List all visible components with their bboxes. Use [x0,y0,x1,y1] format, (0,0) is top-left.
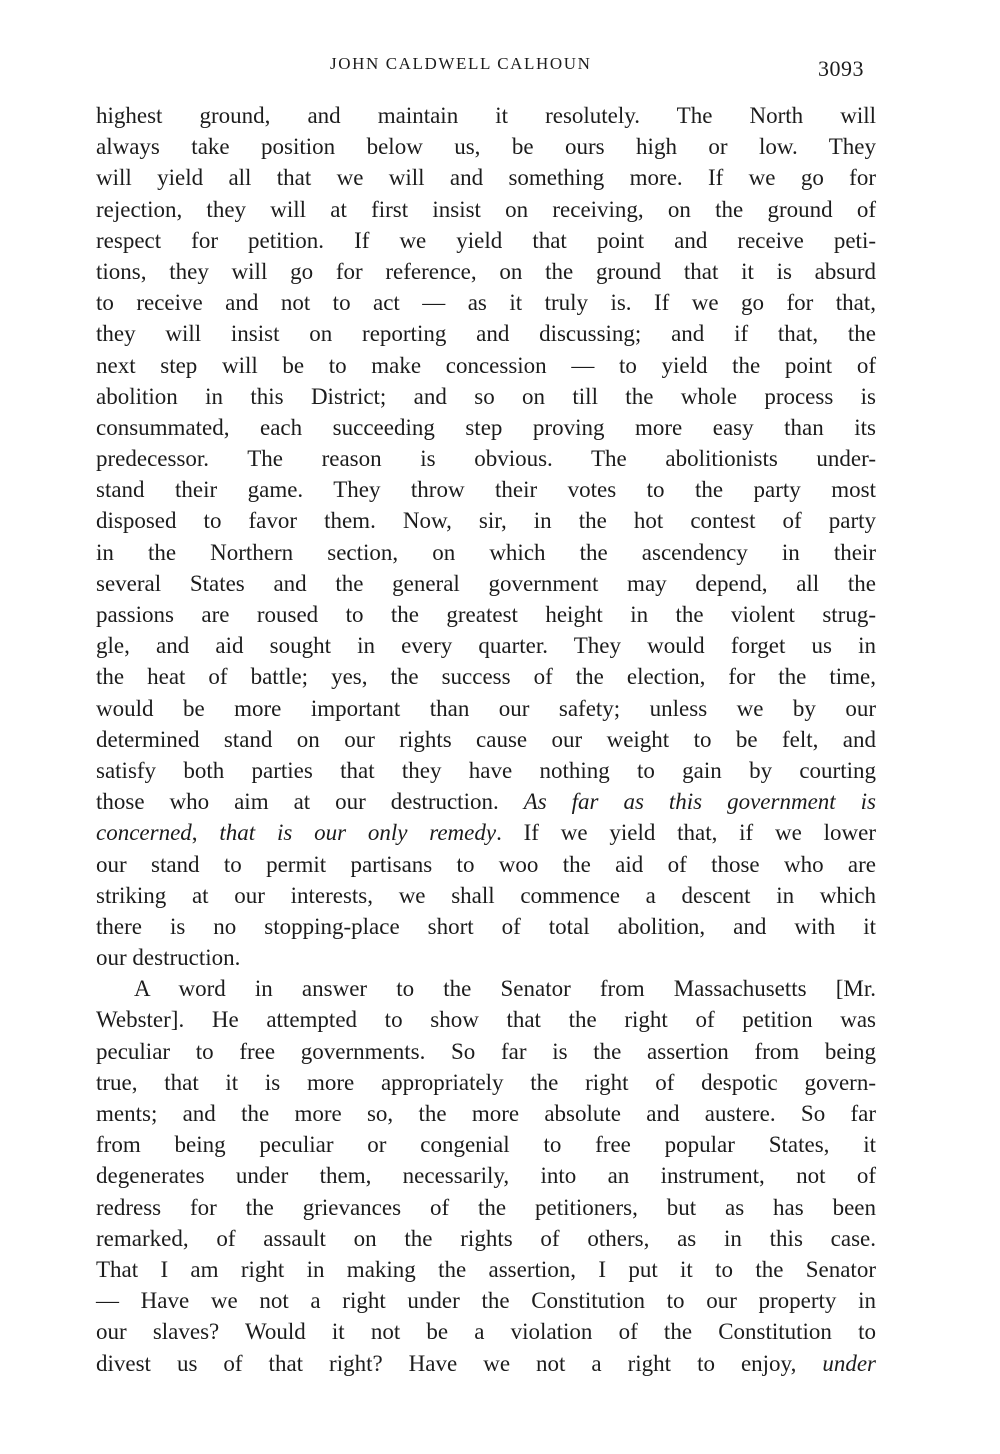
text-line [96,1223,876,1254]
text-segment: several States and the general government may depend, all the [96,570,876,596]
text-segment: will yield all that we will and something more. If we go for [96,165,876,191]
text-line [96,1160,876,1191]
text-segment: would be more important than our safety; unless we by our [96,695,876,721]
text-line [96,724,876,755]
text-line [96,1316,876,1347]
text-segment: peculiar to free governments. So far is the assertion from being [96,1038,876,1064]
text-segment: divest us of that right? Have we not a right to enjoy, [96,1350,823,1376]
text-line [96,162,876,193]
text-line [96,755,876,786]
text-line [96,693,876,724]
text-line [96,256,876,287]
text-segment: stand their game. They throw their votes to the party most [96,477,876,503]
text-line [96,443,876,474]
text-segment: in the Northern section, on which the ascendency in their [96,539,876,565]
text-line [96,1254,876,1285]
text-segment: striking at our interests, we shall commence a descent in which [96,882,876,908]
text-segment: remarked, of assault on the rights of others, as in this case. [96,1225,876,1251]
text-line [96,318,876,349]
text-segment: redress for the grievances of the petitioners, but as has been [96,1194,876,1220]
text-line [96,1285,876,1316]
text-line [96,849,876,880]
italic-text: concerned [96,820,192,846]
text-segment: . If we yield that, if we lower [496,820,876,846]
text-line [96,381,876,412]
text-line [96,911,876,942]
text-segment: A word in answer to the Senator from Massachusetts [Mr. [134,976,876,1002]
text-line [96,1067,876,1098]
text-segment: consummated, each succeeding step proving more easy than its [96,414,876,440]
text-segment: passions are roused to the greatest height in the violent strug- [96,602,876,627]
text-segment: highest ground, and maintain it resolutely. The North will [96,103,876,128]
text-segment: determined stand on our rights cause our weight to be felt, and [96,726,876,752]
text-segment: those who aim at our destruction. [96,789,524,815]
running-title: JOHN CALDWELL CALHOUN [330,54,592,73]
paragraph [96,100,876,973]
text-segment: , [191,820,220,846]
text-segment: our slaves? Would it not be a violation of the Constitution to [96,1319,876,1345]
text-segment: abolition in this District; and so on till the whole process is [96,383,876,409]
text-segment: true, that it is more appropriately the right of despotic govern- [96,1069,876,1095]
text-line [96,630,876,661]
body-text [96,100,876,1379]
text-line [96,350,876,381]
text-line [96,287,876,318]
text-line [96,568,876,599]
text-segment: from being peculiar or congenial to free popular States, it [96,1132,876,1158]
text-line [96,880,876,911]
text-line [96,1098,876,1129]
text-segment: ments; and the more so, the more absolute and austere. So far [96,1101,876,1126]
text-line [96,786,876,817]
text-line [96,505,876,536]
text-line [96,1004,876,1035]
text-segment: next step will be to make concession — to yield the point of [96,352,876,378]
text-segment: degenerates under them, necessarily, into an instrument, not of [96,1163,876,1189]
text-line [96,225,876,256]
text-line [96,661,876,692]
text-line [96,194,876,225]
text-segment: rejection, they will at first insist on receiving, on the ground of [96,196,876,222]
text-line [96,1348,876,1379]
text-segment: the heat of battle; yes, the success of the election, for the time, [96,664,876,690]
text-line [96,1129,876,1160]
page-number: 3093 [818,56,864,81]
text-segment: they will insist on reporting and discussing; and if that, the [96,321,876,347]
text-segment: there is no stopping-place short of total abolition, and with it [96,913,876,939]
text-line [96,817,876,848]
text-segment: gle, and aid sought in every quarter. They would forget us in [96,633,876,659]
text-line [96,131,876,162]
text-segment: our stand to permit partisans to woo the aid of those who are [96,851,876,877]
text-segment: respect for petition. If we yield that point and receive peti- [96,227,876,253]
text-segment: Webster]. He attempted to show that the right of petition was [96,1007,876,1033]
text-segment: satisfy both parties that they have nothing to gain by courting [96,757,876,783]
text-segment: disposed to favor them. Now, sir, in the hot contest of party [96,508,876,534]
text-line [96,474,876,505]
running-head [0,48,1000,88]
italic-text: that is our only remedy [219,820,497,846]
text-line [96,599,876,630]
italic-text: under [822,1350,876,1376]
text-line [96,412,876,443]
text-segment: our destruction. [96,945,241,971]
text-segment: always take position below us, be ours high or low. They [96,134,876,160]
paragraph [96,973,876,1378]
text-segment: to receive and not to act — as it truly is. If we go for that, [96,290,876,316]
text-line [96,942,876,973]
text-segment: predecessor. The reason is obvious. The abolitionists under- [96,446,876,472]
text-line [96,1192,876,1223]
italic-text: As far as this government is [523,789,876,815]
text-segment: That I am right in making the assertion, I put it to the Senator [96,1256,876,1282]
text-segment: tions, they will go for reference, on the ground that it is absurd [96,258,876,284]
text-line [96,1036,876,1067]
text-segment: — Have we not a right under the Constitution to our property in [96,1288,876,1314]
text-line [96,537,876,568]
text-line [96,973,876,1004]
text-line [96,100,876,131]
